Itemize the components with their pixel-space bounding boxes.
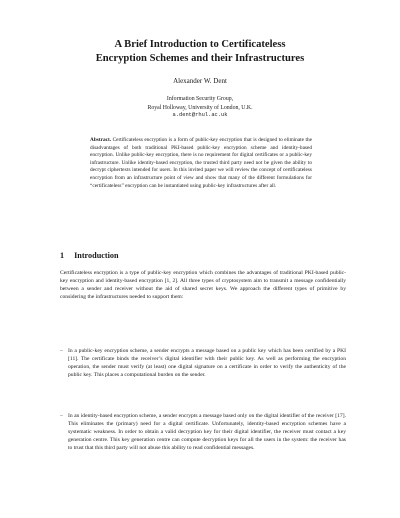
list-dash: –: [60, 413, 63, 419]
list-dash: –: [60, 348, 63, 354]
list-item: [60, 348, 346, 380]
section-heading: [60, 251, 119, 260]
section-title: Introduction: [74, 251, 119, 260]
list-item-text: In a public-key encryption scheme, a sender encrypts a message based on a public key which has been certified by a PKI [11]. The certificate binds the receiver’s digital identifier with their public key. As well as performing the encryption operation, the sender must verify (at least) one digital signature on a certificate in order to verify the authenticity of the public key. This places a computational burden on the sender.: [68, 348, 346, 378]
author-email: a.dent@rhul.ac.uk: [172, 112, 228, 118]
title-line-1: A Brief Introduction to Certificateless: [114, 39, 286, 50]
abstract-text: Certificateless encryption is a form of public-key encryption that is designed to eliminate the disadvantages of both traditional PKI-based public-key encryption scheme and identity-based encryption. Unlike public-key encryption, there is no requirement for digital certificates or a public-key infrastructure. Unlike identity-based encryption, the trusted third party need not be given the ability to decrypt ciphertexts intended for users. In this invited paper we will review the concept of certificateless encryption from an infrastructure point of view and show that many of the different formulations for “certificateless” encryption can be instantiated using public-key infrastructures after all.: [90, 137, 312, 189]
abstract: [90, 137, 312, 190]
title-line-2: Encryption Schemes and their Infrastructures: [95, 53, 305, 64]
paper-title: [40, 38, 360, 66]
section-number: 1: [60, 251, 65, 260]
list-item: [60, 413, 346, 453]
author-name: Alexander W. Dent: [173, 77, 227, 85]
intro-paragraph: Certificateless encryption is a type of public-key encryption which combines the advantages of traditional PKI-based public-key encryption and identity-based encryption [1, 2]. All three types of cryptosystem aim to transmit a message confidentially between a sender and receiver without the aid of shared secret keys. We approach the different types of primitive by considering the infrastructures needed to support them:: [60, 270, 346, 300]
affiliation-line-2: Royal Holloway, University of London, U.K.: [147, 104, 253, 111]
affiliation-line-1: Information Security Group,: [166, 96, 234, 102]
abstract-heading: Abstract.: [90, 137, 112, 143]
list-item-text: In an identity-based encryption scheme, a sender encrypts a message based only on the digital identifier of the receiver [17]. This eliminates the (primary) need for a digital certificate. Unfortunately, identity-based encryption schemes have a systematic weakness. In order to obtain a valid decryption key for their digital identifier, the receiver must contact a key generation centre. This key generation centre can compute decryption keys for all the users in the system: the receiver has to trust that this third party will not abuse this ability to read confidential messages.: [68, 413, 346, 451]
